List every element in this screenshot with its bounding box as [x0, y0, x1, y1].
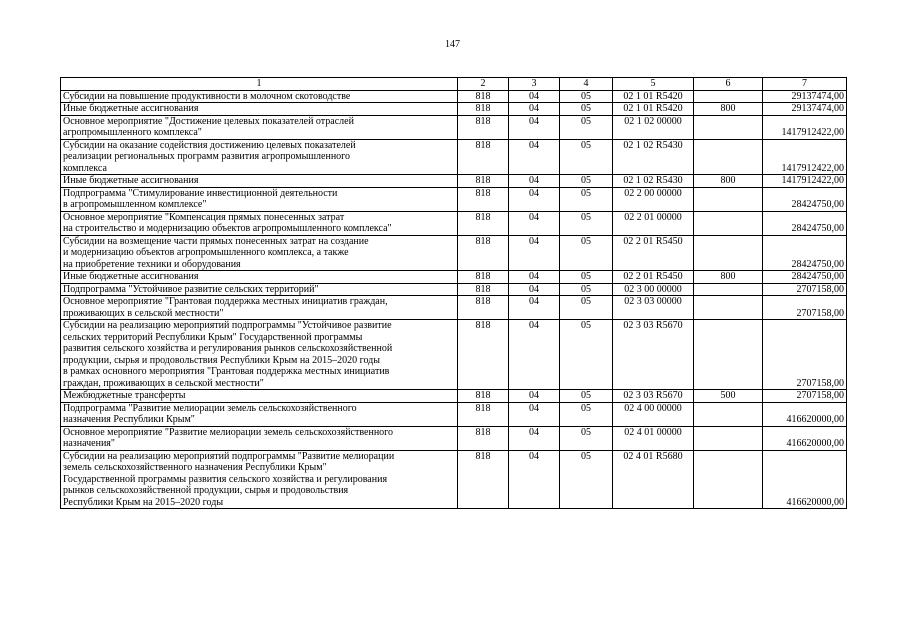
row-subsection-code: 05	[560, 211, 613, 235]
header-cell-7: 7	[763, 78, 847, 91]
table-row	[61, 235, 847, 271]
row-description: Субсидии на реализацию мероприятий подпрограммы "Развитие мелиорации земель сельскохозяйственного назначения Республики Крым" Государственной программы развития сельского хозяйства и регулирования рынков сельскохозяйственной продукции, сырья и продовольствия Республики Крым на 2015–2020 годы	[61, 450, 458, 509]
row-section-code: 04	[509, 283, 560, 296]
row-subsection-code: 05	[560, 90, 613, 103]
row-expense-type	[694, 296, 763, 320]
table-row	[61, 103, 847, 116]
table-row	[61, 320, 847, 390]
row-section-code: 04	[509, 175, 560, 188]
row-subsection-code: 05	[560, 283, 613, 296]
row-description: Основное мероприятие "Компенсация прямых понесенных затрат на строительство и модернизацию объектов агропромышленного комплекса"	[61, 211, 458, 235]
row-section-code: 04	[509, 139, 560, 175]
header-cell-3: 3	[509, 78, 560, 91]
row-description: Подпрограмма "Стимулирование инвестиционной деятельности в агропромышленном комплексе"	[61, 187, 458, 211]
row-section-code: 04	[509, 235, 560, 271]
table-row	[61, 187, 847, 211]
row-description: Подпрограмма "Развитие мелиорации земель сельскохозяйственного назначения Республики Крым"	[61, 402, 458, 426]
row-target-article: 02 2 00 00000	[613, 187, 694, 211]
table-row	[61, 211, 847, 235]
row-admin-code: 818	[458, 271, 509, 284]
header-cell-6: 6	[694, 78, 763, 91]
row-target-article: 02 3 03 00000	[613, 296, 694, 320]
row-subsection-code: 05	[560, 103, 613, 116]
table-row	[61, 283, 847, 296]
row-section-code: 04	[509, 211, 560, 235]
row-section-code: 04	[509, 187, 560, 211]
row-amount: 2707158,00	[763, 320, 847, 390]
row-expense-type	[694, 187, 763, 211]
row-section-code: 04	[509, 115, 560, 139]
table-row	[61, 139, 847, 175]
row-description: Основное мероприятие "Развитие мелиорации земель сельскохозяйственного назначения"	[61, 426, 458, 450]
row-amount: 1417912422,00	[763, 175, 847, 188]
row-amount: 2707158,00	[763, 296, 847, 320]
row-expense-type	[694, 320, 763, 390]
row-expense-type	[694, 211, 763, 235]
row-admin-code: 818	[458, 187, 509, 211]
row-section-code: 04	[509, 103, 560, 116]
row-amount: 28424750,00	[763, 211, 847, 235]
row-admin-code: 818	[458, 103, 509, 116]
header-cell-5: 5	[613, 78, 694, 91]
row-target-article: 02 4 01 00000	[613, 426, 694, 450]
row-subsection-code: 05	[560, 426, 613, 450]
row-expense-type	[694, 402, 763, 426]
row-expense-type	[694, 115, 763, 139]
row-description: Субсидии на повышение продуктивности в молочном скотоводстве	[61, 90, 458, 103]
table-row	[61, 426, 847, 450]
budget-table	[60, 77, 847, 509]
row-admin-code: 818	[458, 235, 509, 271]
budget-table-body	[61, 78, 847, 509]
row-admin-code: 818	[458, 283, 509, 296]
row-amount: 29137474,00	[763, 90, 847, 103]
row-target-article: 02 3 03 R5670	[613, 320, 694, 390]
row-description: Иные бюджетные ассигнования	[61, 103, 458, 116]
row-description: Основное мероприятие "Грантовая поддержка местных инициатив граждан, проживающих в сельской местности"	[61, 296, 458, 320]
row-subsection-code: 05	[560, 235, 613, 271]
row-section-code: 04	[509, 402, 560, 426]
row-target-article: 02 1 01 R5420	[613, 103, 694, 116]
row-expense-type: 800	[694, 103, 763, 116]
row-expense-type	[694, 235, 763, 271]
header-cell-2: 2	[458, 78, 509, 91]
row-admin-code: 818	[458, 426, 509, 450]
table-row	[61, 390, 847, 403]
row-amount: 28424750,00	[763, 235, 847, 271]
row-target-article: 02 1 02 R5430	[613, 175, 694, 188]
row-target-article: 02 1 02 00000	[613, 115, 694, 139]
row-target-article: 02 1 01 R5420	[613, 90, 694, 103]
row-amount: 1417912422,00	[763, 115, 847, 139]
row-amount: 2707158,00	[763, 390, 847, 403]
row-admin-code: 818	[458, 402, 509, 426]
row-target-article: 02 3 03 R5670	[613, 390, 694, 403]
row-expense-type	[694, 139, 763, 175]
row-subsection-code: 05	[560, 139, 613, 175]
row-expense-type	[694, 283, 763, 296]
row-description: Основное мероприятие "Достижение целевых показателей отраслей агропромышленного комплекса"	[61, 115, 458, 139]
table-header-row	[61, 78, 847, 91]
row-section-code: 04	[509, 450, 560, 509]
row-subsection-code: 05	[560, 320, 613, 390]
row-section-code: 04	[509, 271, 560, 284]
header-cell-1: 1	[61, 78, 458, 91]
row-target-article: 02 3 00 00000	[613, 283, 694, 296]
row-amount: 28424750,00	[763, 187, 847, 211]
row-subsection-code: 05	[560, 271, 613, 284]
table-row	[61, 271, 847, 284]
row-admin-code: 818	[458, 115, 509, 139]
row-description: Иные бюджетные ассигнования	[61, 271, 458, 284]
row-subsection-code: 05	[560, 402, 613, 426]
row-section-code: 04	[509, 426, 560, 450]
row-expense-type	[694, 426, 763, 450]
row-description: Межбюджетные трансферты	[61, 390, 458, 403]
header-cell-4: 4	[560, 78, 613, 91]
row-admin-code: 818	[458, 390, 509, 403]
row-subsection-code: 05	[560, 175, 613, 188]
row-amount: 28424750,00	[763, 271, 847, 284]
table-row	[61, 115, 847, 139]
row-expense-type: 800	[694, 175, 763, 188]
row-amount: 416620000,00	[763, 426, 847, 450]
row-admin-code: 818	[458, 175, 509, 188]
row-subsection-code: 05	[560, 296, 613, 320]
page-number: 147	[445, 39, 460, 50]
row-target-article: 02 4 00 00000	[613, 402, 694, 426]
row-description: Субсидии на оказание содействия достижению целевых показателей реализации региональных программ развития агропромышленного комплекса	[61, 139, 458, 175]
row-amount: 416620000,00	[763, 402, 847, 426]
row-target-article: 02 1 02 R5430	[613, 139, 694, 175]
row-description: Субсидии на реализацию мероприятий подпрограммы "Устойчивое развитие сельских территорий Республики Крым" Государственной программы развития сельского хозяйства и регулирования рынков сельскохозяйственной продукции, сырья и продовольствия Республики Крым на 2015–2020 годы в рамках основного мероприятия "Грантовая поддержка местных инициатив граждан, проживающих в сельской местности"	[61, 320, 458, 390]
row-section-code: 04	[509, 296, 560, 320]
row-expense-type	[694, 90, 763, 103]
row-admin-code: 818	[458, 211, 509, 235]
table-row	[61, 90, 847, 103]
row-expense-type: 800	[694, 271, 763, 284]
row-amount: 1417912422,00	[763, 139, 847, 175]
row-target-article: 02 4 01 R5680	[613, 450, 694, 509]
row-subsection-code: 05	[560, 450, 613, 509]
row-description: Подпрограмма "Устойчивое развитие сельских территорий"	[61, 283, 458, 296]
row-admin-code: 818	[458, 320, 509, 390]
row-subsection-code: 05	[560, 115, 613, 139]
table-row	[61, 296, 847, 320]
row-section-code: 04	[509, 320, 560, 390]
row-admin-code: 818	[458, 450, 509, 509]
row-section-code: 04	[509, 90, 560, 103]
row-amount: 29137474,00	[763, 103, 847, 116]
row-subsection-code: 05	[560, 187, 613, 211]
row-admin-code: 818	[458, 139, 509, 175]
row-expense-type: 500	[694, 390, 763, 403]
row-admin-code: 818	[458, 90, 509, 103]
row-subsection-code: 05	[560, 390, 613, 403]
row-target-article: 02 2 01 R5450	[613, 271, 694, 284]
row-target-article: 02 2 01 00000	[613, 211, 694, 235]
row-description: Иные бюджетные ассигнования	[61, 175, 458, 188]
row-amount: 2707158,00	[763, 283, 847, 296]
table-row	[61, 402, 847, 426]
row-expense-type	[694, 450, 763, 509]
table-row	[61, 175, 847, 188]
row-amount: 416620000,00	[763, 450, 847, 509]
row-section-code: 04	[509, 390, 560, 403]
row-target-article: 02 2 01 R5450	[613, 235, 694, 271]
row-description: Субсидии на возмещение части прямых понесенных затрат на создание и модернизацию объектов агропромышленного комплекса, а также на приобретение техники и оборудования	[61, 235, 458, 271]
table-row	[61, 450, 847, 509]
row-admin-code: 818	[458, 296, 509, 320]
